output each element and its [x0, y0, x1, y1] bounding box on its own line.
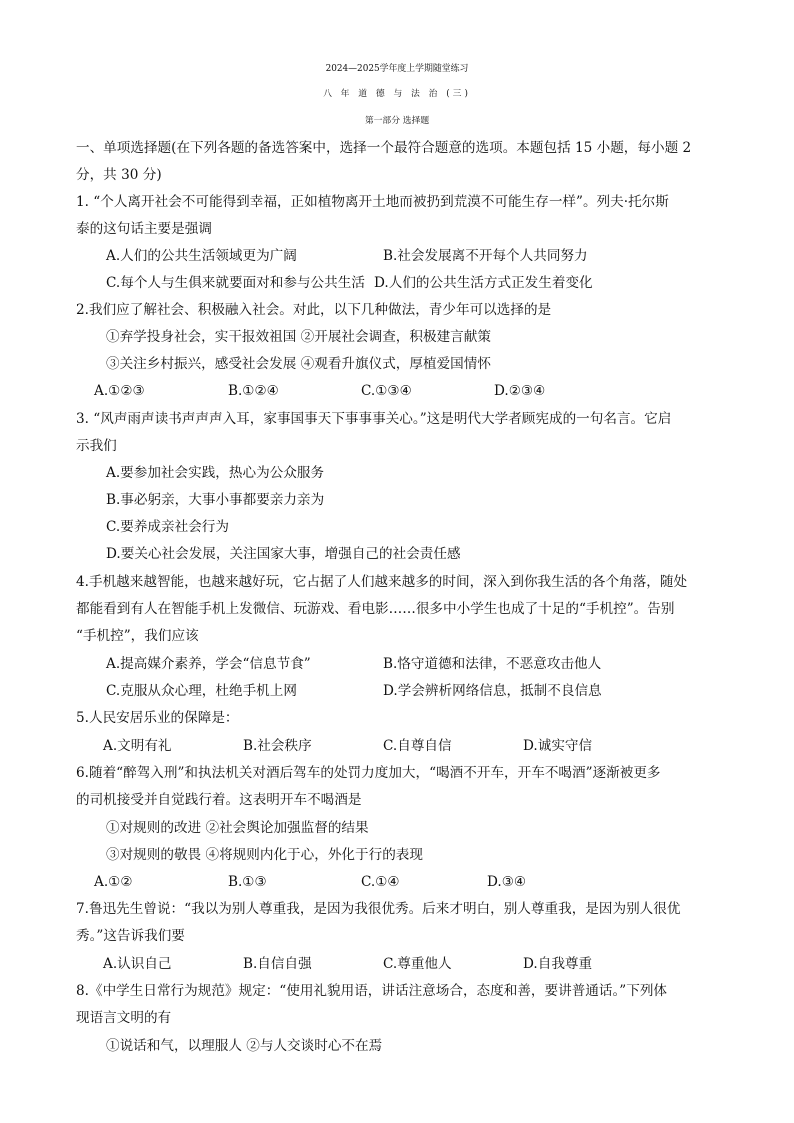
option-a: A.文明有礼 [103, 738, 172, 754]
section-instructions-cont: 分，共 30 分) [76, 167, 162, 183]
option-d: D.②③④ [494, 383, 546, 399]
statement-line: ①对规则的改进 ②社会舆论加强监督的结果 [106, 820, 369, 836]
question-stem: 都能看到有人在智能手机上发微信、玩游戏、看电影……很多中小学生也成了十足的“手机控”。告别 [76, 601, 675, 617]
question-stem: 的司机接受并自觉践行着。这表明开车不喝酒是 [76, 792, 362, 808]
option-c: C.克服从众心理，杜绝手机上网 [106, 683, 297, 699]
option-d: D.自我尊重 [523, 956, 593, 972]
option-a: A.提高媒介素养，学会“信息节食” [106, 656, 311, 672]
question-stem: 泰的这句话主要是强调 [76, 221, 212, 237]
option-d: D.人们的公共生活方式正发生着变化 [374, 275, 593, 291]
question-stem: 7.鲁迅先生曾说：“我以为别人尊重我，是因为我很优秀。后来才明白，别人尊重我，是因为别人很优 [76, 901, 681, 917]
option-a: A.认识自己 [103, 956, 172, 972]
part-title: 第一部分 选择题 [364, 116, 430, 126]
option-d: D.学会辨析网络信息，抵制不良信息 [383, 683, 602, 699]
question-stem: 3. “风声雨声读书声声声入耳，家事国事天下事事事关心。”这是明代大学者顾宪成的一句名言。它启 [76, 411, 672, 427]
option-c: C.①③④ [361, 383, 412, 399]
question-stem: 秀。”这告诉我们要 [76, 928, 185, 944]
option-a: A.①② [94, 874, 133, 890]
option-b: B.①②④ [228, 383, 279, 399]
option-c: C.自尊自信 [383, 738, 452, 754]
option-c: C.尊重他人 [383, 956, 452, 972]
question-stem: 8.《中学生日常行为规范》规定：“使用礼貌用语，讲话注意场合，态度和善，要讲普通话。”下列体 [76, 983, 668, 999]
option-d: D.诚实守信 [523, 738, 593, 754]
option-a: A.人们的公共生活领域更为广阔 [106, 248, 297, 264]
statement-line: ①弃学投身社会，实干报效祖国 ②开展社会调查，积极建言献策 [106, 329, 491, 345]
question-stem: 2.我们应了解社会、积极融入社会。对此，以下几种做法，青少年可以选择的是 [76, 302, 552, 318]
option-c: C.要养成亲社会行为 [106, 519, 229, 535]
question-stem: 示我们 [76, 438, 117, 454]
option-b: B.①③ [228, 874, 267, 890]
option-b: B.社会秩序 [243, 738, 312, 754]
question-stem: 现语言文明的有 [76, 1010, 172, 1026]
question-stem: 4.手机越来越智能，也越来越好玩，它占据了人们越来越多的时间，深入到你我生活的各个角落，随处 [76, 574, 688, 590]
question-stem: “手机控”，我们应该 [76, 628, 199, 644]
option-b: B.社会发展离不开每个人共同努力 [383, 248, 588, 264]
question-stem: 1. “个人离开社会不可能得到幸福，正如植物离开土地而被扔到荒漠不可能生存一样”。列夫·托尔斯 [76, 194, 669, 210]
exam-title: 2024—2025学年度上学期随堂练习 [325, 64, 469, 74]
option-b: B.自信自强 [243, 956, 312, 972]
option-b: B.恪守道德和法律，不恶意攻击他人 [383, 656, 602, 672]
statement-line: ③对规则的敬畏 ④将规则内化于心，外化于行的表现 [106, 847, 423, 863]
option-b: B.事必躬亲，大事小事都要亲力亲为 [106, 492, 325, 508]
option-c: C.①④ [361, 874, 400, 890]
question-stem: 6.随着“醉驾入刑”和执法机关对酒后驾车的处罚力度加大，“喝酒不开车，开车不喝酒”逐渐被更多 [76, 765, 661, 781]
statement-line: ③关注乡村振兴，感受社会发展 ④观看升旗仪式，厚植爱国情怀 [106, 356, 491, 372]
option-d: D.要关心社会发展，关注国家大事，增强自己的社会责任感 [106, 546, 461, 562]
section-instructions: 一、单项选择题(在下列各题的备选答案中，选择一个最符合题意的选项。本题包括 15 小题，每小题 2 [76, 140, 692, 156]
statement-line: ①说话和气，以理服人 ②与人交谈时心不在焉 [106, 1038, 383, 1054]
option-d: D.③④ [487, 874, 527, 890]
option-c: C.每个人与生俱来就要面对和参与公共生活 [106, 275, 365, 291]
question-stem: 5.人民安居乐业的保障是： [76, 710, 239, 726]
option-a: A.要参加社会实践，热心为公众服务 [106, 465, 325, 481]
option-a: A.①②③ [94, 383, 145, 399]
subject-title: 八 年 道 德 与 法 治 (三) [323, 89, 471, 99]
